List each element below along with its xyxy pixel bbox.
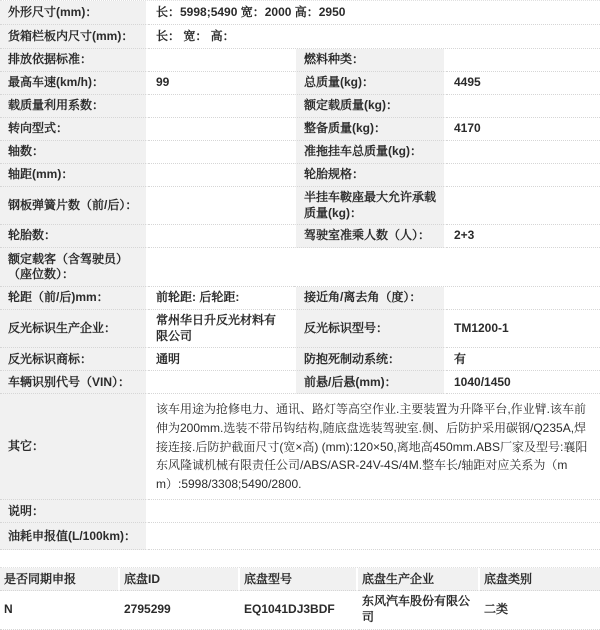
chassis-data-row	[0, 591, 600, 629]
chassis-manufacturer-value: 东风汽车股份有限公司	[358, 591, 480, 629]
row-other-notes	[0, 394, 600, 500]
spec-value: 4170	[446, 118, 600, 141]
empty-cell	[294, 248, 600, 287]
row-fuel-consumption	[0, 523, 600, 550]
spec-label: 油耗申报值(L/100km)：	[0, 523, 148, 550]
spec-value	[446, 141, 600, 164]
chassis-header-same-period: 是否同期申报	[0, 568, 120, 591]
chassis-table	[0, 567, 600, 629]
spec-label: 整备质量(kg)：	[294, 118, 446, 141]
spec-value	[446, 49, 600, 72]
other-notes-text: 该车用途为抢修电力、通讯、路灯等高空作业.主要装置为升降平台,作业臂.该车前伸为200mm.选装不带吊钩结构,随底盘选装驾驶室.侧、后防护采用碳钢/Q235A,焊接连接.后防护截面尺寸(宽×高) (mm):120×50,离地高450mm.ABS厂家及型号:襄阳东风隆诚机械有限责任公司/ABS/ASR-24V-4S/4M.整车长/轴距对应关系为（mm）:5998/3308;5490/2800.	[148, 394, 600, 500]
spec-value	[148, 371, 294, 394]
spec-value: 长： 宽： 高：	[148, 25, 600, 49]
row-emission-standard-fuel-type	[0, 49, 600, 72]
spec-value	[148, 523, 600, 550]
spec-value: 常州华日升反光材料有限公司	[148, 310, 294, 348]
spec-value	[148, 500, 600, 523]
spec-value	[446, 287, 600, 310]
spec-label: 额定载客（含驾驶员）（座位数）：	[0, 248, 148, 287]
row-reflective-maker-model	[0, 310, 600, 348]
spec-value	[148, 248, 294, 287]
spec-label: 半挂车鞍座最大允许承载质量(kg)：	[294, 187, 446, 225]
spec-label: 驾驶室准乘人数（人）：	[294, 225, 446, 248]
spec-value	[446, 164, 600, 187]
spec-value: 有	[446, 348, 600, 371]
row-axle-count-trailer-mass	[0, 141, 600, 164]
spec-value	[148, 164, 294, 187]
spec-label: 反光标识生产企业：	[0, 310, 148, 348]
spec-value: 前轮距: 后轮距:	[148, 287, 294, 310]
chassis-header-manufacturer: 底盘生产企业	[358, 568, 480, 591]
spec-value	[148, 95, 294, 118]
spec-label: 说明：	[0, 500, 148, 523]
chassis-category-value: 二类	[480, 591, 600, 629]
spec-label: 货箱栏板内尺寸(mm)：	[0, 25, 148, 49]
spec-label: 外形尺寸(mm)：	[0, 1, 148, 25]
spec-label: 接近角/离去角（度）：	[294, 287, 446, 310]
spec-label: 载质量利用系数：	[0, 95, 148, 118]
chassis-same-period-value: N	[0, 591, 120, 629]
spec-value: 4495	[446, 72, 600, 95]
spec-value	[148, 141, 294, 164]
spec-label: 其它：	[0, 394, 148, 500]
row-tire-count-cab-passengers	[0, 225, 600, 248]
row-steering-type-curb-mass	[0, 118, 600, 141]
row-cargo-box-inner-dimensions	[0, 25, 600, 49]
row-rated-passengers	[0, 248, 600, 287]
chassis-header-row	[0, 568, 600, 591]
spec-label: 车辆识别代号（VIN）：	[0, 371, 148, 394]
spec-label: 轴距(mm)：	[0, 164, 148, 187]
row-wheelbase-tire-spec	[0, 164, 600, 187]
spec-value: 长：5998;5490 宽：2000 高：2950	[148, 1, 600, 25]
spec-label: 轴数：	[0, 141, 148, 164]
spec-value	[148, 118, 294, 141]
spec-label: 轮胎数：	[0, 225, 148, 248]
spec-label: 反光标识型号：	[294, 310, 446, 348]
spec-value	[148, 187, 294, 225]
spec-value: 2+3	[446, 225, 600, 248]
spec-value: TM1200-1	[446, 310, 600, 348]
row-reflective-brand-abs	[0, 348, 600, 371]
spec-label: 防抱死制动系统：	[294, 348, 446, 371]
spec-label: 燃料种类：	[294, 49, 446, 72]
chassis-id-value: 2795299	[120, 591, 240, 629]
row-overall-dimensions	[0, 1, 600, 25]
chassis-model-value: EQ1041DJ3BDF	[240, 591, 358, 629]
spec-label: 转向型式：	[0, 118, 148, 141]
spec-value: 99	[148, 72, 294, 95]
row-vin-overhang	[0, 371, 600, 394]
spec-value	[148, 49, 294, 72]
spec-label: 轮胎规格：	[294, 164, 446, 187]
row-load-factor-rated-load	[0, 95, 600, 118]
chassis-header-model: 底盘型号	[240, 568, 358, 591]
chassis-header-category: 底盘类别	[480, 568, 600, 591]
chassis-header-id: 底盘ID	[120, 568, 240, 591]
spec-label: 总质量(kg)：	[294, 72, 446, 95]
spec-value	[446, 187, 600, 225]
spec-label: 钢板弹簧片数（前/后）：	[0, 187, 148, 225]
spec-value	[446, 95, 600, 118]
spec-label: 前悬/后悬(mm)：	[294, 371, 446, 394]
spec-value: 通明	[148, 348, 294, 371]
row-track-approach-angle	[0, 287, 600, 310]
spec-label: 最高车速(km/h)：	[0, 72, 148, 95]
row-leaf-springs-saddle-load	[0, 187, 600, 225]
row-remarks	[0, 500, 600, 523]
spec-label: 额定载质量(kg)：	[294, 95, 446, 118]
row-max-speed-total-mass	[0, 72, 600, 95]
spec-value: 1040/1450	[446, 371, 600, 394]
spec-label: 轮距（前/后)mm：	[0, 287, 148, 310]
spec-label: 反光标识商标：	[0, 348, 148, 371]
spec-label: 准拖挂车总质量(kg)：	[294, 141, 446, 164]
spec-label: 排放依据标准：	[0, 49, 148, 72]
spec-value	[148, 225, 294, 248]
